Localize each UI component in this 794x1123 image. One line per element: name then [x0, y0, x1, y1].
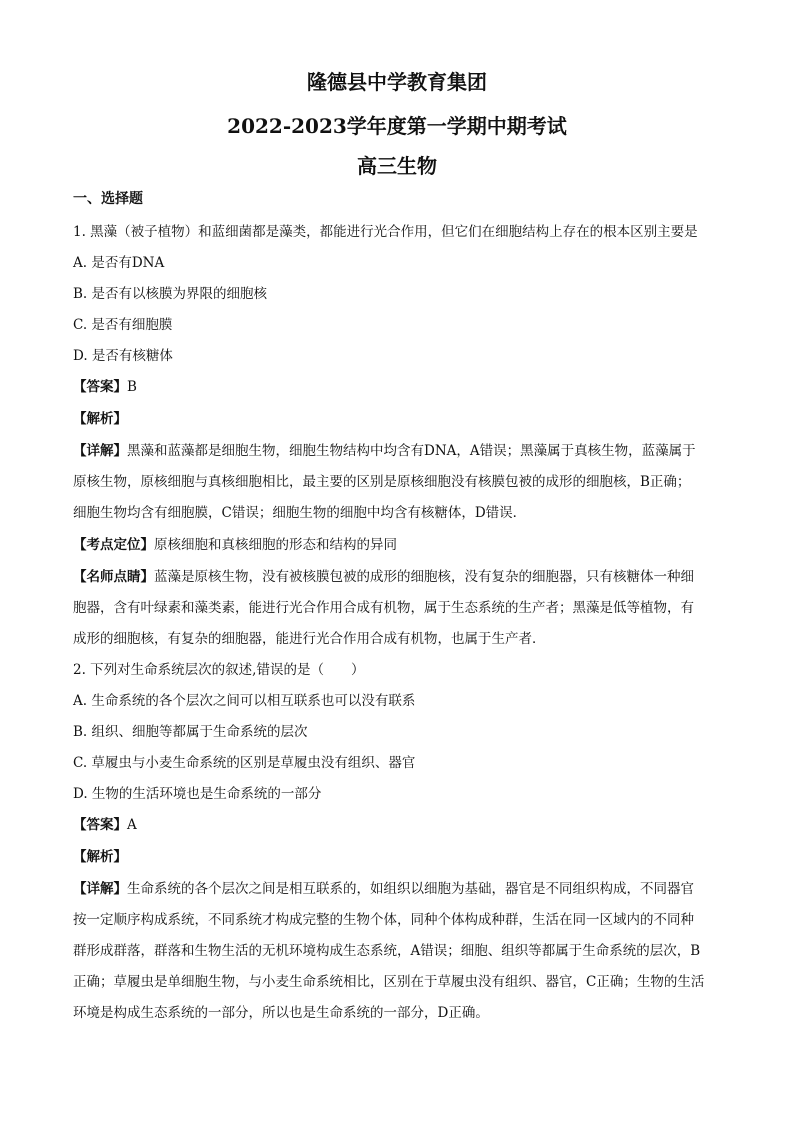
q1-comment-line-1 — [73, 567, 733, 587]
q1-option-d: D. 是否有核糖体 — [73, 348, 173, 364]
q1-option-c: C. 是否有细胞膜 — [73, 317, 173, 333]
q1-detail-text-1: 黑藻和蓝藻都是细胞生物，细胞生物结构中均含有DNA，A错误；黑藻属于真核生物，蓝藻属于 — [127, 443, 696, 459]
q1-stem: 1. 黑藻（被子植物）和蓝细菌都是藻类，都能进行光合作用，但它们在细胞结构上存在的根本区别主要是 — [73, 224, 698, 240]
q1-point-tag: 【考点定位】 — [73, 537, 154, 553]
q1-answer — [73, 377, 733, 397]
q2-answer — [73, 815, 733, 835]
q1-comment-line-2: 胞器，含有叶绿素和藻类素，能进行光合作用合成有机物，属于生态系统的生产者；黑藻是低等植物，有 — [73, 600, 694, 616]
q2-option-b: B. 组织、细胞等都属于生命系统的层次 — [73, 724, 308, 740]
q2-option-a: A. 生命系统的各个层次之间可以相互联系也可以没有联系 — [73, 693, 416, 709]
q2-detail-line-5: 环境是构成生态系统的一部分，所以也是生命系统的一部分，D正确。 — [73, 1005, 489, 1021]
q1-option-a: A. 是否有DNA — [73, 255, 165, 271]
school-name: 隆德县中学教育集团 — [307, 70, 487, 94]
q1-detail-line-2: 原核生物，原核细胞与真核细胞相比，最主要的区别是原核细胞没有核膜包被的成形的细胞核，B正确； — [73, 474, 691, 490]
subject-title: 高三生物 — [357, 154, 437, 178]
q1-answer-value: B — [127, 379, 137, 395]
q1-detail-line-3: 细胞生物均含有细胞膜，C错误；细胞生物的细胞中均含有核糖体，D错误． — [73, 505, 527, 521]
q2-answer-value: A — [127, 817, 137, 833]
q1-analysis-tag — [73, 409, 733, 429]
q1-detail-line-1 — [73, 441, 733, 461]
q1-point — [73, 535, 733, 555]
q1-answer-tag: 【答案】 — [73, 379, 127, 395]
q1-analysis-label: 【解析】 — [73, 411, 127, 427]
q2-detail-text-1: 生命系统的各个层次之间是相互联系的，如组织以细胞为基础，器官是不同组织构成，不同器官 — [127, 881, 694, 897]
q2-detail-line-2: 按一定顺序构成系统，不同系统才构成完整的生物个体，同种个体构成种群，生活在同一区域内的不同种 — [73, 912, 694, 928]
exam-title: 2022-2023学年度第一学期中期考试 — [227, 114, 567, 138]
section-heading: 一、选择题 — [73, 191, 143, 207]
q1-point-text: 原核细胞和真核细胞的形态和结构的异同 — [154, 537, 397, 553]
q2-answer-tag: 【答案】 — [73, 817, 127, 833]
q1-detail-tag: 【详解】 — [73, 443, 127, 459]
q2-detail-line-1 — [73, 879, 733, 899]
q2-detail-line-4: 正确；草履虫是单细胞生物，与小麦生命系统相比，区别在于草履虫没有组织、器官，C正确；生物的生活 — [73, 974, 705, 990]
q2-option-d: D. 生物的生活环境也是生命系统的一部分 — [73, 786, 322, 802]
q2-stem: 2. 下列对生命系统层次的叙述,错误的是（ ） — [73, 662, 365, 678]
q1-option-b: B. 是否有以核膜为界限的细胞核 — [73, 286, 268, 302]
q2-analysis-tag — [73, 847, 733, 867]
q1-comment-line-3: 成形的细胞核，有复杂的细胞器，能进行光合作用合成有机物，也属于生产者． — [73, 631, 546, 647]
q1-comment-tag: 【名师点睛】 — [73, 569, 154, 585]
q2-detail-tag: 【详解】 — [73, 881, 127, 897]
q2-analysis-label: 【解析】 — [73, 849, 127, 865]
q1-comment-text-1: 蓝藻是原核生物，没有被核膜包被的成形的细胞核，没有复杂的细胞器，只有核糖体一种细 — [154, 569, 694, 585]
q2-detail-line-3: 群形成群落，群落和生物生活的无机环境构成生态系统，A错误；细胞、组织等都属于生命系统的层次，B — [73, 943, 701, 959]
q2-option-c: C. 草履虫与小麦生命系统的区别是草履虫没有组织、器官 — [73, 755, 416, 771]
